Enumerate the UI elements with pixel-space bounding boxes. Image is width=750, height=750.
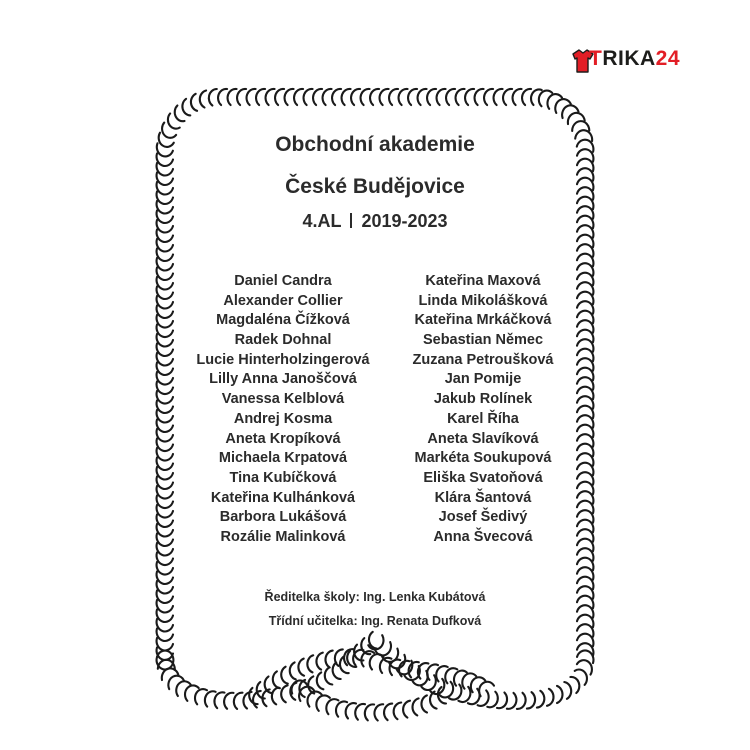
rope-coil: [237, 89, 246, 105]
rope-coil: [421, 695, 427, 712]
rope-coil: [564, 682, 571, 699]
rope-coil: [479, 682, 494, 696]
rope-coil: [484, 89, 493, 105]
rope-coil: [437, 89, 446, 105]
rope-coil: [275, 89, 284, 105]
rope-coil: [313, 89, 322, 105]
rope-coil: [182, 99, 190, 116]
rope-coil: [273, 671, 280, 688]
rope-coil: [281, 685, 287, 702]
student-name: Kateřina Mrkáčková: [414, 312, 552, 329]
rope-coil: [456, 89, 465, 105]
rope-coil: [168, 114, 180, 129]
rope-coil: [209, 89, 217, 106]
rope-coil: [325, 668, 333, 685]
rope-coil: [342, 89, 351, 105]
rope-coil: [399, 89, 408, 105]
student-name: Josef Šedivý: [438, 509, 528, 526]
rope-coil: [307, 655, 313, 672]
rope-coil: [298, 659, 304, 676]
rope-coil: [374, 704, 383, 720]
rope-coil: [389, 89, 398, 105]
student-name: Lucie Hinterholzingerová: [196, 351, 370, 368]
rope-coil: [522, 89, 531, 105]
student-name: Markéta Soukupová: [414, 450, 552, 467]
rope-coil: [370, 89, 379, 105]
student-name: Klára Šantová: [434, 489, 532, 506]
logo-wordmark: [589, 47, 680, 71]
student-list-right: [392, 272, 574, 548]
rope-coil: [224, 693, 233, 709]
rope-coil: [304, 89, 313, 105]
rope-coil: [513, 89, 522, 105]
student-list-left: [183, 272, 383, 548]
rope-coil: [214, 692, 224, 708]
logo-number: 24: [655, 47, 681, 70]
rope-coil: [361, 89, 370, 105]
logo-letters-rika: RIKA: [602, 47, 656, 70]
rope-coil: [317, 672, 324, 689]
rope-coil: [218, 89, 227, 105]
school-name-line1: Obchodní akademie: [275, 133, 475, 156]
rope-coil: [272, 688, 279, 705]
student-name: Sebastian Němec: [422, 332, 544, 349]
rope-coil: [256, 89, 265, 105]
rope-coil: [539, 91, 552, 107]
rope-coil: [537, 691, 544, 708]
student-name: Barbora Lukášová: [219, 509, 347, 526]
student-name: Lilly Anna Janoščová: [209, 371, 357, 388]
rope-coil: [332, 89, 341, 105]
student-name: Daniel Candra: [234, 273, 332, 289]
student-name: Magdaléna Čížková: [216, 312, 350, 329]
rope-coil: [503, 89, 512, 105]
student-name: Linda Mikolášková: [418, 292, 548, 309]
student-name: Zuzana Petroušková: [412, 351, 554, 368]
rope-coil: [465, 89, 474, 105]
school-name-line2: České Budějovice: [285, 175, 465, 198]
rope-coil: [547, 689, 554, 706]
rope-coil: [575, 670, 587, 685]
rope-coil: [228, 89, 237, 105]
rope-coil: [418, 89, 427, 105]
rope-coil: [454, 671, 467, 686]
student-name: Rozálie Malinková: [220, 528, 346, 545]
logo-letter-t: T: [589, 47, 603, 70]
rope-coil: [191, 94, 197, 111]
rope-coil: [266, 89, 275, 105]
student-name: Alexander Collier: [223, 292, 343, 309]
rope-coil: [365, 704, 374, 720]
rope-coil: [294, 89, 303, 105]
rope-coil: [412, 698, 418, 715]
rope-coil: [507, 693, 517, 709]
rope-coil: [290, 662, 296, 679]
student-name: Anna Švecová: [433, 528, 533, 545]
rope-coil: [281, 667, 288, 684]
student-name: Andrej Kosma: [233, 410, 333, 427]
rope-coil: [380, 89, 389, 105]
student-name: Tina Kubíčková: [229, 469, 337, 486]
student-name: Jan Pomije: [444, 371, 522, 388]
student-name: Vanessa Kelblová: [221, 391, 345, 408]
rope-coil: [408, 89, 417, 105]
principal-line: Ředitelka školy: Ing. Lenka Kubátová: [264, 590, 486, 604]
rope-coil: [369, 632, 377, 649]
student-name: Eliška Svatoňová: [423, 469, 543, 486]
class-teacher-line: Třídní učitelka: Ing. Renata Dufková: [268, 614, 482, 628]
rope-coil: [572, 121, 589, 131]
student-name: Jakub Rolínek: [433, 391, 533, 408]
rope-coil: [285, 89, 294, 105]
rope-coil: [494, 89, 503, 105]
rope-coil: [403, 701, 410, 718]
rope-coil: [384, 704, 392, 721]
student-name: Kateřina Maxová: [425, 273, 541, 289]
rope-coil: [368, 635, 383, 649]
student-name: Karel Říha: [447, 410, 519, 427]
rope-coil: [355, 704, 365, 720]
rope-coil: [446, 89, 455, 105]
rope-coil: [247, 89, 256, 105]
rope-coil: [462, 673, 476, 688]
rope-coil: [449, 685, 461, 700]
student-name: Radek Dohnal: [234, 332, 332, 349]
student-name: Kateřina Kulhánková: [210, 489, 356, 506]
trika24-logo: [569, 46, 687, 74]
separator-bar: [350, 213, 352, 228]
rope-coil: [234, 693, 243, 709]
class-name: 4.AL: [302, 211, 342, 231]
rope-coil: [440, 682, 454, 698]
rope-coil: [159, 133, 174, 147]
class-info: [175, 211, 575, 232]
rope-coil: [200, 91, 206, 108]
rope-coil: [351, 89, 360, 105]
class-years: 2019-2023: [361, 211, 448, 231]
student-name: Michaela Krpatová: [218, 450, 348, 467]
rope-coil: [475, 89, 484, 105]
rope-coil: [517, 693, 526, 709]
rope-coil: [325, 651, 332, 668]
rope-coil: [427, 89, 436, 105]
student-name: Aneta Kropíková: [225, 430, 341, 447]
student-name: Aneta Slavíková: [427, 430, 539, 447]
rope-coil: [316, 653, 322, 670]
rope-coil: [323, 89, 332, 105]
rope-coil: [527, 692, 535, 709]
rope-coil: [394, 703, 402, 720]
rope-coil: [176, 681, 191, 696]
rope-coil: [557, 686, 563, 703]
